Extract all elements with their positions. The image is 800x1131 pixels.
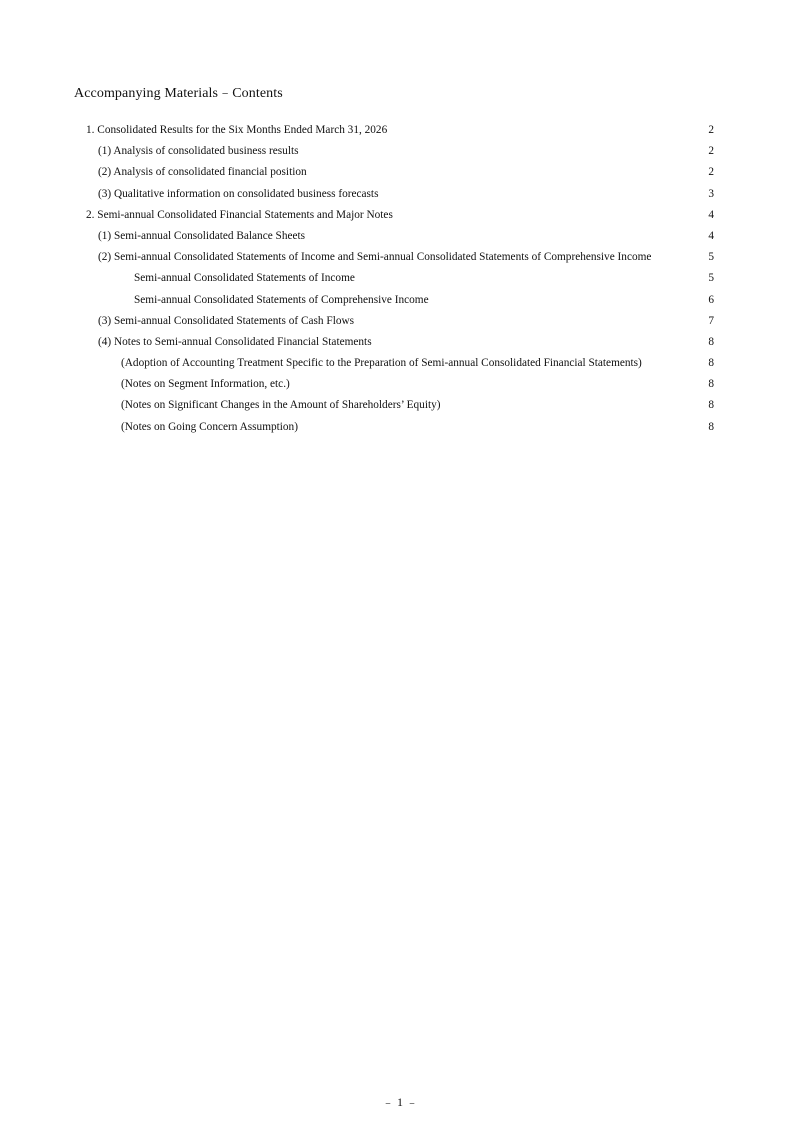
toc-item-page: 5	[708, 272, 714, 285]
toc-item-page: 2	[708, 166, 714, 179]
toc-item-label: 2. Semi-annual Consolidated Financial Statements and Major Notes	[86, 208, 393, 221]
toc-item[interactable]	[0, 355, 800, 376]
toc-item-label: (2) Analysis of consolidated financial position	[98, 166, 307, 179]
toc-item[interactable]	[0, 270, 800, 291]
toc-item[interactable]	[0, 419, 800, 440]
toc-item-label: Semi-annual Consolidated Statements of Income	[134, 272, 355, 285]
toc-item-page: 2	[708, 145, 714, 158]
toc-item-label: (3) Semi-annual Consolidated Statements of Cash Flows	[98, 314, 355, 327]
toc-item[interactable]	[0, 249, 800, 270]
toc-item-label: (Notes on Segment Information, etc.)	[121, 378, 290, 391]
toc-item-label: (4) Notes to Semi-annual Consolidated Financial Statements	[98, 335, 372, 348]
toc-item-label: 1. Consolidated Results for the Six Months Ended March 31, 2026	[86, 124, 388, 136]
toc-item-label: (1) Analysis of consolidated business results	[98, 145, 299, 158]
toc-item-page: 8	[708, 399, 714, 412]
toc-item-page: 8	[708, 357, 714, 370]
page-number: ﹣ 1 ﹣	[381, 1095, 418, 1109]
toc-item-label: (1) Semi-annual Consolidated Balance Sheets	[98, 229, 306, 242]
toc-item[interactable]	[0, 376, 800, 397]
toc-item-page: 7	[708, 314, 714, 327]
toc-item-page: 4	[708, 208, 714, 221]
toc-item-label: Semi-annual Consolidated Statements of Comprehensive Income	[134, 293, 429, 306]
toc-item-label: (Notes on Going Concern Assumption)	[121, 420, 298, 433]
toc-item[interactable]	[0, 186, 800, 207]
table-of-contents	[0, 122, 800, 440]
toc-item-page: 8	[708, 420, 714, 433]
toc-item[interactable]	[0, 207, 800, 228]
toc-item-label: (Adoption of Accounting Treatment Specific to the Preparation of Semi-annual Consolidated Financial Statements)	[121, 357, 642, 370]
toc-item-label: (3) Qualitative information on consolidated business forecasts	[98, 187, 379, 200]
page-title: Accompanying Materials﹣Contents	[74, 86, 283, 101]
toc-item[interactable]	[0, 397, 800, 418]
toc-item-page: 4	[708, 229, 714, 242]
toc-item[interactable]	[0, 122, 800, 143]
toc-item[interactable]	[0, 164, 800, 185]
toc-item-page: 2	[708, 124, 714, 136]
toc-item-page: 8	[708, 335, 714, 348]
toc-item-page: 8	[708, 378, 714, 391]
toc-item-page: 3	[708, 187, 714, 200]
toc-item[interactable]	[0, 143, 800, 164]
toc-item-label: (2) Semi-annual Consolidated Statements of Income and Semi-annual Consolidated Statements of Comprehensive Income	[98, 251, 652, 264]
toc-item-page: 5	[708, 251, 714, 264]
toc-item[interactable]	[0, 313, 800, 334]
toc-item-label: (Notes on Significant Changes in the Amount of Shareholders’ Equity)	[121, 399, 441, 412]
toc-item-page: 6	[708, 293, 714, 306]
toc-item[interactable]	[0, 292, 800, 313]
toc-item[interactable]	[0, 334, 800, 355]
toc-item[interactable]	[0, 228, 800, 249]
